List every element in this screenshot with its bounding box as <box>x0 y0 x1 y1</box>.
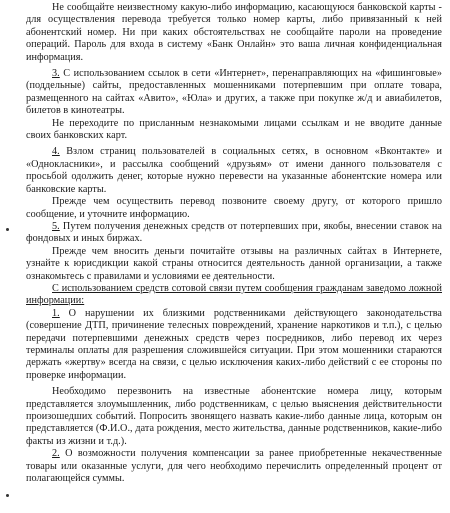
paragraph-text: Прежде чем вносить деньги почитайте отзывы на различных сайтах в Интернете, узнайте к юрисдикции какой страны относится деятельность данной организации, а также ознакомьтесь с правилами и условиями ее деятельности. <box>26 245 442 282</box>
paragraph-text: С использованием ссылок в сети «Интернет», перенаправляющих на «фишинговые» (поддельные) сайты, предоставленных мошенниками потерпевшим при оплате товара, размещенного на сайтах «Авито», «Юла» и других, а также при покупке ж/д и авиабилетов, билетов в кинотеатры. <box>26 68 442 117</box>
paragraph-text: Прежде чем осуществить перевод позвоните своему другу, от которого пришло сообщение, и уточните информацию. <box>26 196 442 220</box>
paragraph-text: О возможности получения компенсации за ранее приобретенные некачественные товары или оказанные услуги, для чего необходимо перечислить определенный процент от полагающейся суммы. <box>26 448 442 485</box>
paragraph-advice-exchange <box>26 246 442 283</box>
item-number: 1. <box>52 307 60 319</box>
paragraph-advice-friend <box>26 196 442 221</box>
section-heading-mobile <box>26 283 442 308</box>
item-number: 4. <box>52 146 60 158</box>
section-heading-text: С использованием средств сотовой связи путем сообщения гражданам заведомо ложной информации: <box>26 282 442 307</box>
paragraph-text: Не переходите по присланным незнакомыми лицами ссылкам и не вводите данные своих банковских карт. <box>26 117 442 142</box>
paragraph-text: Не сообщайте неизвестному какую-либо информацию, касающуюся банковской карты - для осуществления перевода требуется только номер карты, либо привязанный к ней абонентский номер. Ни при каких обстоятельствах не сообщайте пароли на проведение операций. Пароль для входа в систему «Банк Онлайн» это ваша личная конфиденциальная информация. <box>26 2 442 63</box>
paragraph-item-5 <box>26 221 442 246</box>
margin-dot <box>6 494 9 497</box>
paragraph-text: Взлом страниц пользователей в социальных сетях, в основном «Вконтакте» и «Однокласники», и рассылка сообщений «друзьям» от имени данного пользователя с просьбой одолжить денег, которые нужно перевести на указанные абонентские номера или банковские карты. <box>26 146 442 195</box>
item-number: 3. <box>52 68 60 80</box>
paragraph-text: О нарушении их близкими родственниками действующего законодательства (совершение ДТП, причинение телесных повреждений, хранение наркотиков и т.п.), с целью передачи потерпевшими денежных средств через посредников, либо перевод их через терминалы оплаты для разрешения сложившейся ситуации. При этом мошенники стараются держать «жертву» всегда на связи, с целью исключения каких-либо действий с ее стороны по проверке информации. <box>26 307 442 381</box>
paragraph-item-4 <box>26 146 442 196</box>
paragraph-card-data-warning <box>26 2 442 64</box>
paragraph-item-3 <box>26 68 442 118</box>
paragraph-advice-links <box>26 118 442 143</box>
margin-dot <box>6 228 9 231</box>
paragraph-item-2 <box>26 448 442 485</box>
paragraph-text: Путем получения денежных средств от потерпевших при, якобы, внесении ставок на фондовых и иных биржах. <box>26 220 442 245</box>
item-number: 5. <box>52 220 60 232</box>
paragraph-text: Необходимо перезвонить на известные абонентские номера лицу, которым представляется злоумышленник, либо родственникам, с целью выяснения действительности произошедших событий. Попросить звонящего назвать какие-либо данные лица, которым он представляется (Ф.И.О., дата рождения, место жительства, данные родственников, какие-либо факты из жизни и т.д.). <box>26 386 442 447</box>
paragraph-advice-callback <box>26 386 442 448</box>
item-number: 2. <box>52 448 60 460</box>
paragraph-item-1 <box>26 308 442 382</box>
